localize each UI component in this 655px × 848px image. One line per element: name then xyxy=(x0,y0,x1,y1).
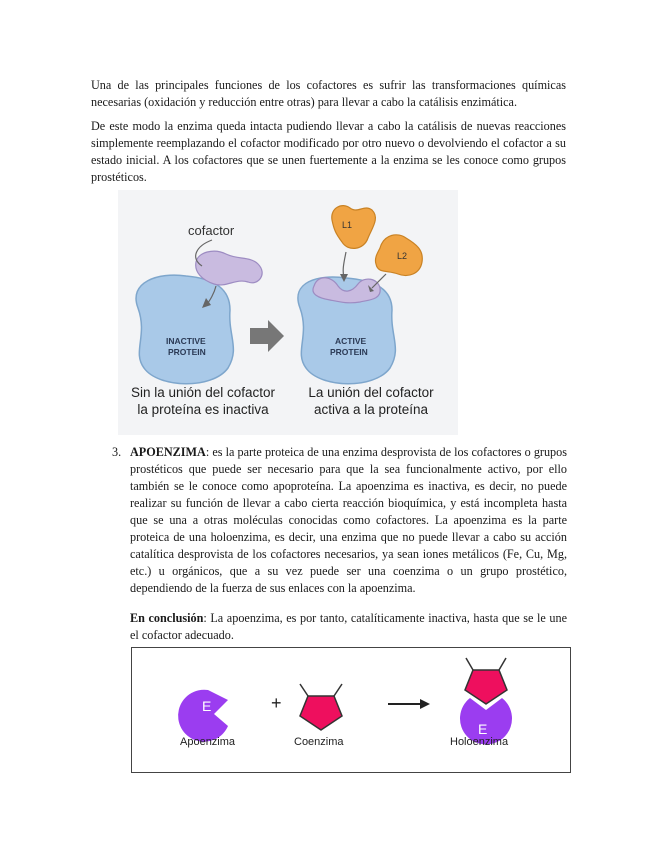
apoenzyme-letter: E xyxy=(202,698,212,714)
holoenzyme-letter: E xyxy=(478,721,488,737)
inactive-protein-shape xyxy=(136,275,233,384)
conclusion-paragraph xyxy=(130,610,567,644)
coenzyme-shape xyxy=(300,696,342,730)
cofactor-figure xyxy=(118,190,458,435)
apoenzima-paragraph xyxy=(130,444,567,597)
coenzyme-label: Coenzima xyxy=(294,736,344,748)
reaction-arrow-icon xyxy=(420,699,430,709)
ligand-1-label: L1 xyxy=(342,220,353,230)
inactive-label-2: PROTEIN xyxy=(168,347,206,357)
paragraph-1: Una de las principales funciones de los cofactores es sufrir las transformaciones químicas necesarias (oxidación y reducción entre otras) para llevar a cabo la catálisis enzimática. xyxy=(91,78,566,109)
list-number: 3. xyxy=(112,445,122,459)
holoenzyme-figure xyxy=(131,647,571,773)
cofactor-shape xyxy=(196,251,262,285)
ligand-1-shape xyxy=(332,206,376,249)
caption-left-line-1: Sin la unión del cofactor xyxy=(130,385,276,400)
active-label-1: ACTIVE xyxy=(335,336,367,346)
caption-right-line-2: activa a la proteína xyxy=(313,402,429,417)
caption-right-line-1: La unión del cofactor xyxy=(308,385,434,400)
cofactor-label: cofactor xyxy=(188,223,235,238)
caption-right xyxy=(286,384,456,418)
plus-sign: + xyxy=(271,693,282,713)
ligand-2-label: L2 xyxy=(397,251,408,261)
holoenzyme-illustration xyxy=(132,648,570,772)
apoenzima-text: : es la parte proteica de una enzima desprovista de los cofactores o grupos prostéticos que puede ser necesario para que la sea funcionalmente activo, por ello también se le conoce como apoproteína. La apoenzima es inactiva, es decir, no puede realizar su función de llevar a cabo cierta reacción bioquímica, y está incompleta hasta que se una a otras moléculas conocidas como cofactores. La apoenzima es la parte proteica de una holoenzima, es decir, una enzima que no puede llevar a cabo su acción catalítica desprovista de los cofactores necesarios, ya sean iones metálicos (Fe, Cu, Mg, etc.) u orgánicos, que a su vez puede ser una coenzima o un grupo prostético, dependiendo de la fuerza de sus enlaces con la apoenzima. xyxy=(130,445,567,595)
inactive-label-1: INACTIVE xyxy=(166,336,206,346)
apoenzima-term: APOENZIMA xyxy=(130,445,206,459)
conclusion-term: En conclusión xyxy=(130,611,204,625)
caption-left xyxy=(118,384,288,418)
apoenzyme-label: Apoenzima xyxy=(180,736,236,748)
paragraph-2: De este modo la enzima queda intacta pudiendo llevar a cabo la catálisis de nuevas reacciones simplemente reemplazando el cofactor modificado por otro nuevo o devolviendo el cofactor a su estado inicial. A los cofactores que se unen fuertemente a la enzima se les conoce como grupos prostéticos. xyxy=(91,119,566,184)
caption-left-line-2: la proteína es inactiva xyxy=(137,402,269,417)
conclusion-text: : La apoenzima, es por tanto, catalíticamente inactiva, hasta que se le une el cofactor adecuado. xyxy=(130,611,568,642)
active-label-2: PROTEIN xyxy=(330,347,368,357)
holoenzyme-label: Holoenzima xyxy=(450,736,509,748)
transition-arrow-icon xyxy=(250,320,284,352)
holoenzyme-coenzyme-shape xyxy=(465,670,507,704)
